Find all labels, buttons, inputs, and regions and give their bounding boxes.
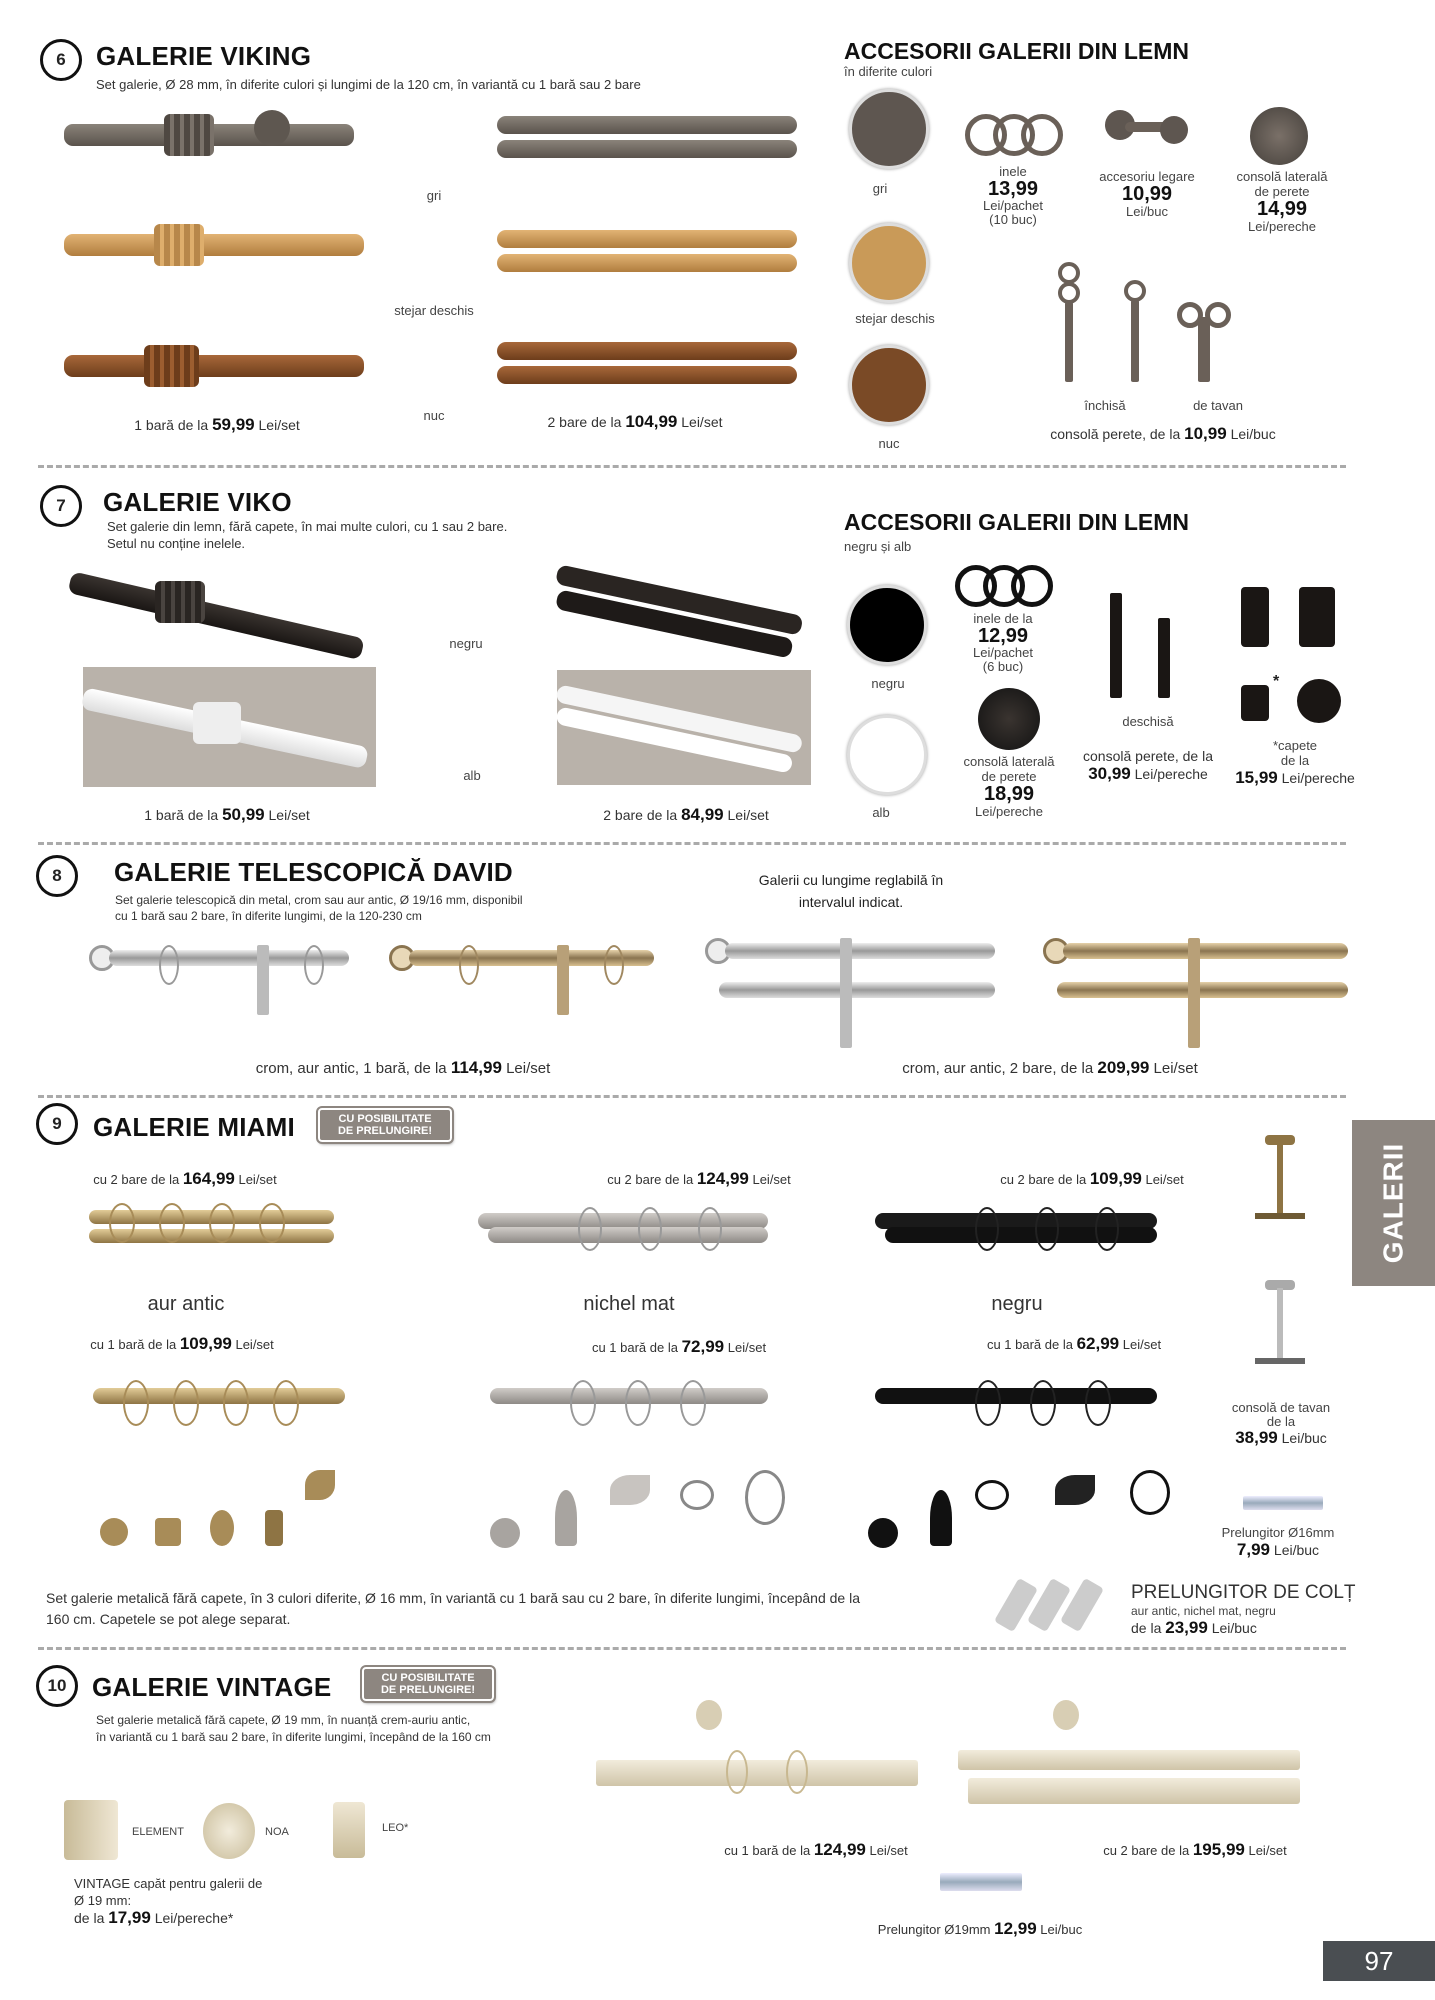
section-title-viko: GALERIE VIKO (103, 487, 292, 517)
david-2-bars-chrome-image (705, 938, 997, 1052)
corner-extender-image (1000, 1570, 1100, 1640)
accessories-title: ACCESORII GALERII DIN LEMN (844, 509, 1190, 535)
price-vintage-1-bar: cu 1 bară de la 124,99 Lei/set (724, 1840, 908, 1859)
viko-black-2-bars-image (557, 559, 810, 657)
nickel-finials-image (485, 1470, 795, 1550)
section-description: Setul nu conține inelele. (107, 536, 246, 551)
adjustable-length-note: Galerii cu lungime reglabilă în intervalul indicat. (758, 872, 944, 910)
color-label-gri: gri (426, 188, 442, 203)
section-divider (38, 465, 1346, 468)
viko-white-1-bar-image (83, 667, 376, 787)
price-david-1-bar: crom, aur antic, 1 bară, de la 114,99 Lei/set (255, 1058, 551, 1077)
section-title-david: GALERIE TELESCOPICĂ DAVID (114, 857, 513, 887)
price-miami-1-bar: cu 1 bară de la 109,99 Lei/set (90, 1334, 274, 1353)
price-consola-tavan: consolă de tavan de la 38,99 Lei/buc (1231, 1400, 1331, 1447)
section-title-miami: GALERIE MIAMI (93, 1112, 295, 1142)
miami-description: Set galerie metalică fără capete, în 3 culori diferite, Ø 16 mm, în variantă cu 1 bară sau cu 2 bare, în diferite lungimi, începând de la 160 cm. Capetele se pot alege separat. (46, 1590, 860, 1627)
ceiling-bracket-gold-image (1250, 1135, 1310, 1240)
section-title-vintage: GALERIE VINTAGE (92, 1672, 332, 1702)
label-deschisa: deschisă (1122, 714, 1174, 729)
price-accesoriu-legare: accesoriu legare 10,99 Lei/buc (1099, 169, 1195, 219)
category-tab: GALERII (1352, 1120, 1435, 1286)
section-description: Set galerie metalică fără capete, Ø 19 mm, în nuanță crem-auriu antic, în variantă cu 1 bară sau 2 bare, în diferite lungimi, începând de la 160 cm (96, 1713, 491, 1744)
viko-white-2-bars-image (557, 670, 811, 785)
finial-element-image (64, 1800, 118, 1860)
gold-finials-image (95, 1470, 355, 1550)
section-divider (38, 1095, 1346, 1098)
black-finials-image: * (1237, 587, 1347, 722)
color-label-aur-antic: aur antic (147, 1293, 225, 1315)
price-miami-1-bar: cu 1 bară de la 62,99 Lei/set (986, 1334, 1162, 1353)
extender-16mm-image (1243, 1496, 1323, 1510)
finial-label: LEO* (382, 1822, 409, 1834)
tieback-image (1105, 110, 1190, 150)
vintage-2-bars-image (958, 1700, 1303, 1818)
price-david-2-bars: crom, aur antic, 2 bare, de la 209,99 Lei/set (902, 1058, 1198, 1077)
price-inele-negru: inele de la 12,99 Lei/pachet (6 buc) (973, 611, 1033, 674)
ceiling-bracket-nickel-image (1250, 1280, 1310, 1385)
accessories-subtitle: în diferite culori (844, 64, 933, 79)
section-description: cu 1 bară sau 2 bare, în diferite lungimi, de la 120-230 cm (115, 909, 422, 923)
price-vintage-2-bars: cu 2 bare de la 195,99 Lei/set (1103, 1840, 1287, 1859)
price-inele: inele 13,99 Lei/pachet (10 buc) (983, 164, 1043, 227)
price-viko-1-bar: 1 bară de la 50,99 Lei/set (144, 805, 310, 824)
swatch-label: alb (872, 805, 890, 820)
price-consola-laterala: consolă laterală de perete 14,99 Lei/pereche (1236, 169, 1328, 234)
viking-2-bar-images (497, 110, 807, 410)
color-label-alb: alb (463, 768, 481, 783)
extension-badge: CU POSIBILITATE DE PRELUNGIRE! (318, 1108, 452, 1142)
price-viking-2-bars: 2 bare de la 104,99 Lei/set (547, 412, 723, 431)
accessories-title: ACCESORII GALERII DIN LEMN (844, 38, 1190, 64)
swatch-label: negru (871, 676, 905, 691)
swatch-label: nuc (878, 436, 900, 451)
black-wall-brackets-image (1100, 593, 1190, 703)
section-description: Set galerie telescopică din metal, crom sau aur antic, Ø 19/16 mm, disponibil (115, 893, 523, 907)
price-viking-1-bar: 1 bară de la 59,99 Lei/set (134, 415, 300, 434)
label-inchisa: închisă (1084, 398, 1126, 413)
color-label-negru: negru (449, 636, 483, 651)
price-capete: *capete de la 15,99 Lei/pereche (1235, 738, 1355, 787)
color-label-negru: negru (991, 1293, 1043, 1315)
swatch-alb (847, 715, 927, 795)
viking-1-bar-images (64, 110, 400, 410)
finial-label: NOA (265, 1826, 289, 1838)
price-consola-perete: consolă perete, de la 10,99 Lei/buc (1050, 424, 1276, 443)
extension-badge: CU POSIBILITATE DE PRELUNGIRE! (362, 1667, 494, 1701)
price-miami-1-bar: cu 1 bară de la 72,99 Lei/set (591, 1337, 767, 1356)
finial-label: ELEMENT (132, 1826, 184, 1838)
finial-leo-image (333, 1802, 365, 1858)
swatch-gri (849, 89, 929, 169)
price-consola-laterala-negru: consolă laterală de perete 18,99 Lei/pereche (963, 754, 1055, 819)
miami-nickel-2-bars-image (478, 1195, 773, 1275)
black-finials-image (865, 1470, 1175, 1550)
section-number-9: 9 (36, 1103, 78, 1145)
color-label-nichel-mat: nichel mat (583, 1293, 675, 1315)
side-bracket-image (1250, 107, 1308, 165)
price-miami-2-bars: cu 2 bare de la 164,99 Lei/set (93, 1169, 277, 1188)
price-viko-2-bars: 2 bare de la 84,99 Lei/set (603, 805, 769, 824)
wall-brackets-image (1055, 262, 1235, 392)
section-number-6: 6 (40, 39, 82, 81)
accessories-subtitle: negru și alb (844, 539, 912, 554)
color-label-nuc: nuc (423, 408, 445, 423)
vintage-1-bar-image (596, 1700, 921, 1800)
section-divider (38, 1647, 1346, 1650)
miami-black-1-bar-image (875, 1360, 1160, 1450)
vintage-finials (60, 1800, 430, 1865)
price-miami-2-bars: cu 2 bare de la 124,99 Lei/set (607, 1169, 791, 1188)
price-prelungitor-19: Prelungitor Ø19mm 12,99 Lei/buc (877, 1919, 1083, 1938)
section-number-7: 7 (40, 485, 82, 527)
swatch-label: stejar deschis (855, 311, 935, 326)
corner-extender-info: PRELUNGITOR DE COLȚ aur antic, nichel mat, negru de la 23,99 Lei/buc (1131, 1582, 1356, 1637)
section-description: Set galerie, Ø 28 mm, în diferite culori și lungimi de la 120 cm, în variantă cu 1 bară sau 2 bare (96, 77, 641, 92)
finial-noa-image (203, 1803, 255, 1859)
section-number-10: 10 (36, 1665, 78, 1707)
section-description: Set galerie din lemn, fără capete, în mai multe culori, cu 1 sau 2 bare. (107, 519, 508, 534)
miami-black-2-bars-image (875, 1195, 1160, 1275)
viko-black-1-bar-image (70, 561, 376, 657)
color-label-stejar: stejar deschis (394, 303, 474, 318)
extender-19mm-image (940, 1873, 1022, 1891)
price-miami-2-bars: cu 2 bare de la 109,99 Lei/set (1000, 1169, 1184, 1188)
label-de-tavan: de tavan (1193, 398, 1243, 413)
swatch-negru (847, 585, 927, 665)
swatch-label: gri (872, 181, 888, 196)
miami-gold-1-bar-image (93, 1360, 348, 1450)
black-side-bracket-image (978, 688, 1040, 750)
swatch-nuc (849, 345, 929, 425)
price-prelungitor-16: Prelungitor Ø16mm 7,99 Lei/buc (1221, 1525, 1335, 1559)
swatch-stejar (849, 223, 929, 303)
rings-image (965, 112, 1065, 158)
section-divider (38, 842, 1346, 845)
miami-nickel-1-bar-image (490, 1360, 770, 1450)
page-number: 97 (1323, 1941, 1435, 1981)
section-title-viking: GALERIE VIKING (96, 41, 312, 71)
vintage-cap-price: VINTAGE capăt pentru galerii de Ø 19 mm: de la 17,99 Lei/pereche* (74, 1876, 263, 1927)
david-2-bars-gold-image (1043, 938, 1348, 1052)
miami-gold-2-bars-image (89, 1195, 339, 1275)
black-rings-image (955, 563, 1055, 609)
david-1-bar-chrome-image (89, 945, 351, 1035)
david-1-bar-gold-image (389, 945, 657, 1035)
section-number-8: 8 (36, 855, 78, 897)
price-consola-perete-negru: consolă perete, de la 30,99 Lei/pereche (1083, 748, 1213, 783)
